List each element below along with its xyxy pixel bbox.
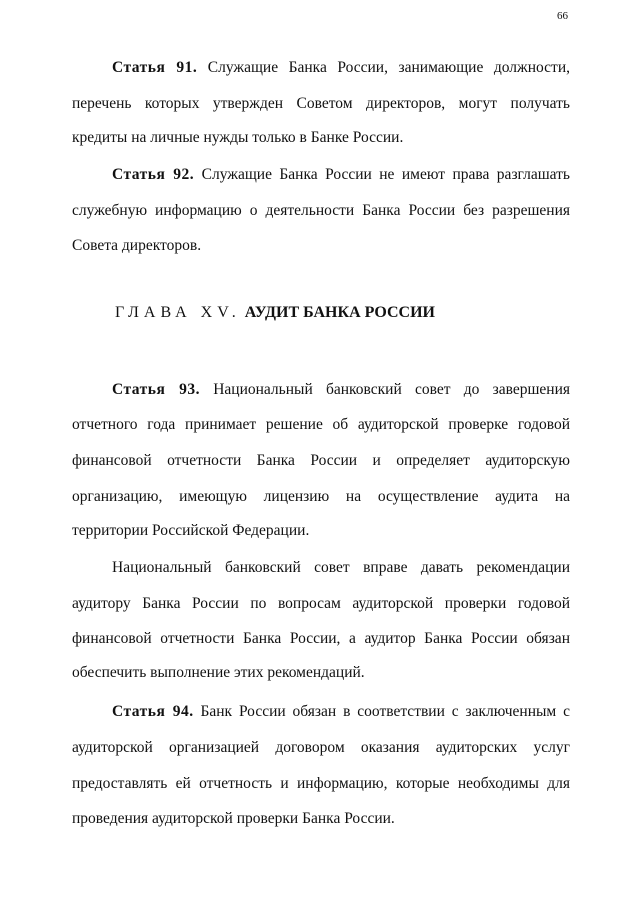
page-number: 66 [557,10,568,22]
article-93-line-3: финансовой отчетности Банка России и определяет аудиторскую [72,452,570,469]
article-93-para2-line-2: аудитору Банка России по вопросам аудиторской проверки годовой [72,595,570,612]
article-92-line-1 [112,165,570,185]
article-92-line-3: Совета директоров. [72,237,202,254]
article-91-text-1: Служащие Банка России, занимающие должности, [207,59,570,76]
article-94-label: Статья 94. [112,703,194,720]
article-94-line-1 [112,702,570,722]
article-93-text-1: Национальный банковский совет до завершения [213,381,571,398]
article-93-para2-line-3: финансовой отчетности Банка России, а аудитор Банка России обязан [72,630,570,647]
article-93-line-5: территории Российской Федерации. [72,522,310,539]
article-93-line-1 [112,380,570,400]
chapter-prefix: ГЛАВА XV. [115,304,241,321]
article-91-line-2: перечень которых утвержден Советом директоров, могут получать [72,95,570,112]
article-94-line-2: аудиторской организацией договором оказания аудиторских услуг [72,739,570,756]
article-92-text-1: Служащие Банка России не имеют права разглашать [201,166,571,183]
article-93-line-2: отчетного года принимает решение об аудиторской проверке годовой [72,416,570,433]
article-91-line-3: кредиты на личные нужды только в Банке России. [72,129,404,146]
article-93-label: Статья 93. [112,381,200,398]
article-94-line-4: проведения аудиторской проверки Банка России. [72,810,395,827]
article-94-text-1: Банк России обязан в соответствии с заключенным с [200,703,570,720]
article-93-line-4: организацию, имеющую лицензию на осуществление аудита на [72,488,570,505]
article-92-line-2: служебную информацию о деятельности Банка России без разрешения [72,202,570,219]
chapter-heading [115,303,435,323]
article-91-label: Статья 91. [112,59,198,76]
article-94-line-3: предоставлять ей отчетность и информацию, которые необходимы для [72,775,570,792]
article-93-para2-line-1: Национальный банковский совет вправе давать рекомендации [112,559,570,576]
article-92-label: Статья 92. [112,166,195,183]
article-93-para2-line-4: обеспечить выполнение этих рекомендаций. [72,664,365,681]
article-91-line-1 [112,58,570,78]
chapter-title: АУДИТ БАНКА РОССИИ [244,304,435,321]
